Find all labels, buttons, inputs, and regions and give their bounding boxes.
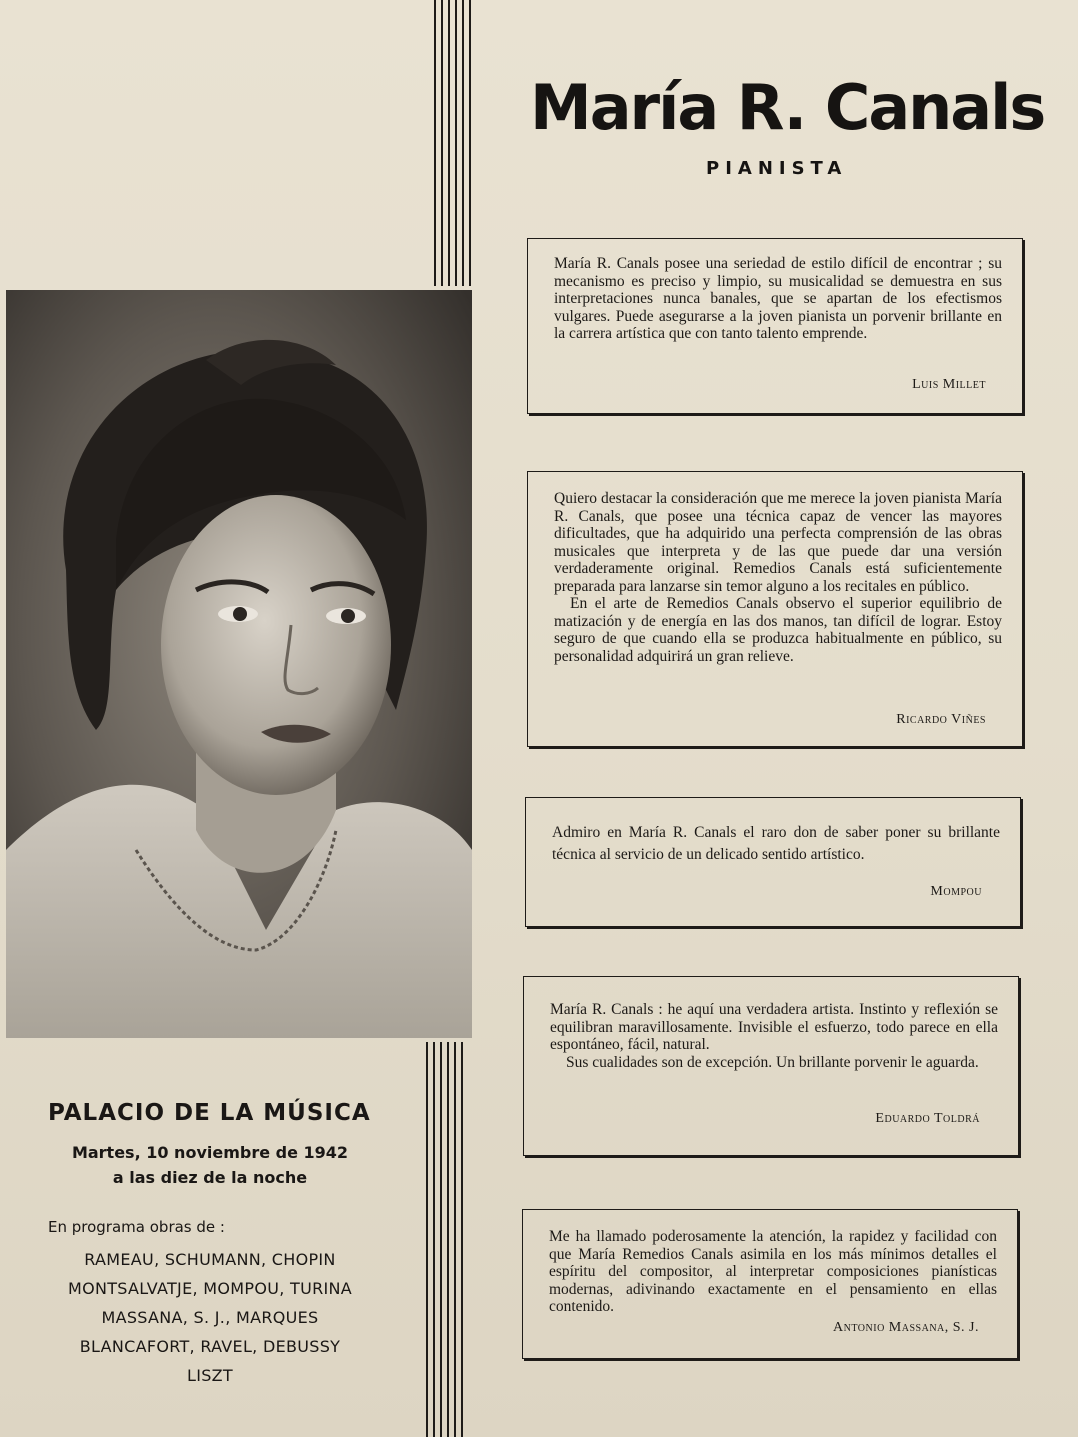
event-time: a las diez de la noche <box>112 1168 308 1187</box>
portrait-photo <box>6 290 472 1038</box>
quote-paragraph: En el arte de Remedios Canals observo el superior equilibrio de matización y de energía en las dos manos, tan difícil de lograr. Estoy seguro de que cuando ella se produzca habitualmente en público, su personalidad adquirirá un gran relieve. <box>554 595 1002 665</box>
portrait-illustration <box>6 290 472 1038</box>
quote-box-4 <box>523 976 1019 1156</box>
quote-paragraph: María R. Canals : he aquí una verdadera artista. Instinto y reflexión se equilibran maravillosamente. Invisible el esfuerzo, todo parece en ella espontáneo, fácil, natural. <box>550 1001 998 1053</box>
quote-paragraph: Admiro en María R. Canals el raro don de saber poner su brillante técnica al servicio de un delicado sentido artístico. <box>552 824 1000 863</box>
quote-text-2 <box>554 490 1002 665</box>
program-intro: En programa obras de : <box>48 1218 225 1236</box>
composer-line: MONTSALVATJE, MOMPOU, TURINA <box>67 1279 353 1298</box>
composer-line: LISZT <box>186 1366 234 1385</box>
quote-text-3 <box>552 822 1000 866</box>
quote-box-5 <box>522 1209 1018 1359</box>
quote-paragraph: Me ha llamado poderosamente la atención, la rapidez y facilidad con que María Remedios Canals asimila en los más mínimos detalles el espíritu del compositor, al interpretar composiciones pianísticas modernas, adivinando exactamente en el pensamiento en ellas contenido. <box>549 1228 997 1315</box>
event-date: Martes, 10 noviembre de 1942 <box>71 1143 349 1162</box>
quote-paragraph: María R. Canals posee una seriedad de estilo difícil de encontrar ; su mecanismo es preciso y limpio, su musicalidad se demuestra en sus interpretaciones nunca banales, que se apartan de los efectismos vulgares. Puede asegurarse a la joven pianista un porvenir brillante en la carrera artística que con tanto talento emprende. <box>554 255 1002 342</box>
quote-paragraph: Sus cualidades son de excepción. Un brillante porvenir le aguarda. <box>566 1053 979 1071</box>
quote-box-3 <box>525 797 1021 927</box>
quote-box-2 <box>527 471 1023 747</box>
artist-subtitle: PIANISTA <box>706 158 848 179</box>
quote-author-5: Antonio Massana, S. J. <box>833 1320 979 1335</box>
quote-author-2: Ricardo Viñes <box>896 712 986 727</box>
quote-author-3: Mompou <box>930 884 982 899</box>
quote-author-1: Luis Millet <box>912 377 986 392</box>
quote-text-5 <box>549 1228 997 1316</box>
quote-text-1 <box>554 255 1002 343</box>
vertical-rules-top <box>434 0 471 286</box>
vertical-rules-bottom <box>426 1042 463 1437</box>
venue-title: PALACIO DE LA MÚSICA <box>48 1100 371 1126</box>
composer-line: MASSANA, S. J., MARQUES <box>101 1308 319 1327</box>
composer-line: BLANCAFORT, RAVEL, DEBUSSY <box>79 1337 341 1356</box>
quote-box-1 <box>527 238 1023 414</box>
quote-text-4 <box>550 1001 998 1071</box>
quote-author-4: Eduardo Toldrá <box>875 1111 980 1126</box>
composer-line: RAMEAU, SCHUMANN, CHOPIN <box>84 1250 336 1269</box>
artist-name: María R. Canals <box>530 71 1045 144</box>
quote-paragraph: Quiero destacar la consideración que me merece la joven pianista María R. Canals, que posee una técnica capaz de vencer las mayores dificultades, que ha adquirido una perfecta comprensión de las obras musicales que interpreta y de las que puede dar una versión verdaderamente original. Remedios Canals está suficientemente preparada para lanzarse sin temor alguno a los recitales en público. <box>554 490 1002 595</box>
